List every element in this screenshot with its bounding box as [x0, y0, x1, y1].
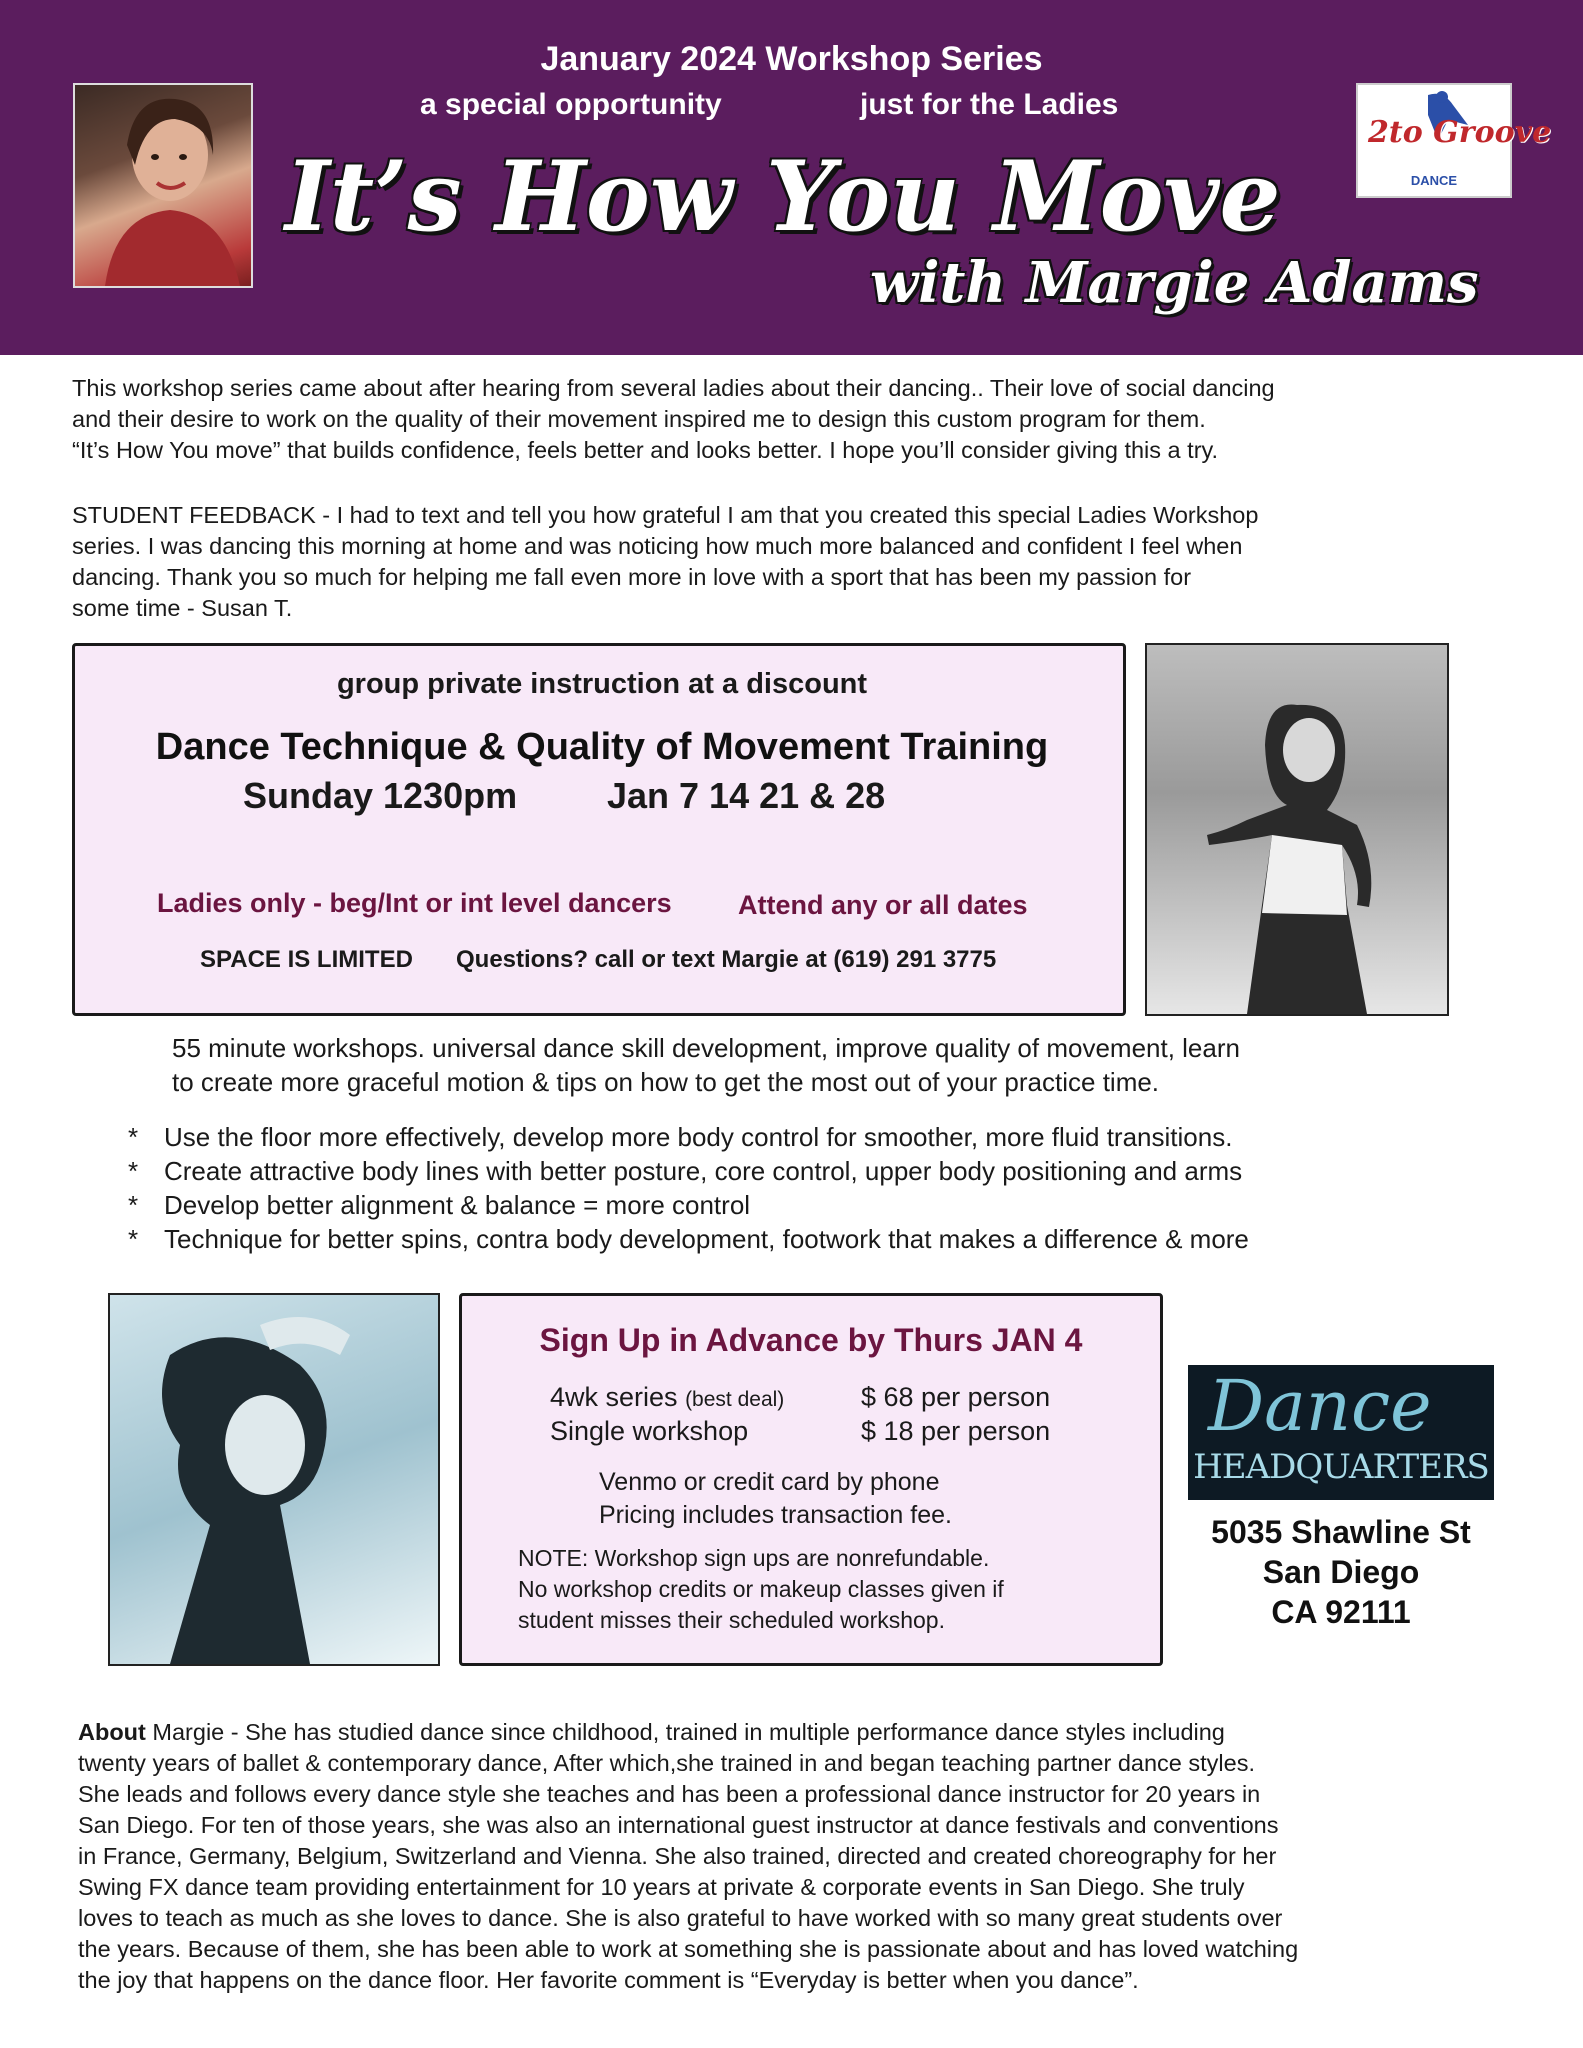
about-line: the joy that happens on the dance floor. Her favorite comment is “Everyday is better when you dance”.	[78, 1967, 1139, 1993]
series-label: 4wk series	[550, 1382, 678, 1412]
class-info-box	[72, 643, 1126, 1016]
signup-box	[459, 1293, 1163, 1666]
venue-logo-caps: HEADQUARTERS	[1193, 1447, 1489, 1487]
series-heading: January 2024 Workshop Series	[540, 40, 1043, 78]
instructor-portrait-photo	[73, 83, 253, 288]
list-item	[128, 1222, 1548, 1256]
about-line: loves to teach as much as she loves to dance. She is also grateful to have worked with so many great students over	[78, 1905, 1283, 1931]
feedback-line: some time - Susan T.	[72, 595, 293, 621]
about-first-line	[78, 1717, 1538, 1748]
list-item	[128, 1188, 1548, 1222]
summary-line: 55 minute workshops. universal dance skill development, improve quality of movement, learn	[172, 1033, 1240, 1063]
page-subtitle: with Margie Adams	[870, 250, 1479, 316]
class-kicker: group private instruction at a discount	[336, 668, 868, 700]
contact-line: Questions? call or text Margie at (619) 291 3775	[456, 946, 997, 973]
dancer-photo-1	[1145, 643, 1449, 1016]
venue-logo-script: Dance	[1208, 1365, 1432, 1447]
note-line: student misses their scheduled workshop.	[518, 1607, 945, 1633]
single-price: $ 18 per person	[861, 1416, 1051, 1446]
payment-line: Pricing includes transaction fee.	[599, 1501, 952, 1529]
intro-line: This workshop series came about after hearing from several ladies about their dancing.. Their love of social dancing	[72, 375, 1275, 401]
feedback-line: STUDENT FEEDBACK - I had to text and tell you how grateful I am that you created this special Ladies Workshop	[72, 502, 1259, 528]
class-attend: Attend any or all dates	[738, 890, 1028, 920]
dancer-silhouette-2	[110, 1295, 438, 1664]
list-item	[128, 1154, 1548, 1188]
class-title: Dance Technique & Quality of Movement Training	[155, 726, 1049, 768]
about-line: twenty years of ballet & contemporary dance, After which,she trained in and began teaching partner dance styles.	[78, 1750, 1255, 1776]
list-item	[128, 1120, 1548, 1154]
series-note: (best deal)	[685, 1388, 785, 1411]
bullet-marker: *	[128, 1224, 139, 1254]
space-limited: SPACE IS LIMITED	[200, 946, 413, 973]
series-option	[550, 1382, 784, 1413]
about-lead: About	[78, 1719, 146, 1745]
about-line: Margie - She has studied dance since childhood, trained in multiple performance dance styles including	[145, 1719, 1225, 1745]
refund-note	[518, 1543, 1004, 1636]
class-dates: Jan 7 14 21 & 28	[607, 775, 886, 816]
about-paragraph	[78, 1717, 1538, 1996]
tagline-right: just for the Ladies	[860, 88, 1119, 121]
class-day-time: Sunday 1230pm	[243, 775, 518, 816]
logo-text: 2to Groove	[1368, 115, 1552, 150]
2togroove-logo	[1356, 83, 1552, 198]
portrait-silhouette	[75, 85, 251, 286]
intro-line: and their desire to work on the quality of their movement inspired me to design this custom program for them.	[72, 406, 1206, 432]
workshop-summary	[172, 1031, 1532, 1099]
about-line: the years. Because of them, she has been able to work at something she is passionate about and has loved watching	[78, 1936, 1299, 1962]
note-line: No workshop credits or makeup classes given if	[518, 1576, 1004, 1602]
series-price: $ 68 per person	[861, 1382, 1051, 1412]
dancer-photo-2	[108, 1293, 440, 1666]
payment-line: Venmo or credit card by phone	[599, 1468, 940, 1496]
venue-city: San Diego	[1262, 1554, 1420, 1590]
benefits-list	[128, 1120, 1548, 1256]
bullet-marker: *	[128, 1122, 139, 1152]
bullet-text: Use the floor more effectively, develop more body control for smoother, more fluid transitions.	[164, 1122, 1233, 1152]
feedback-paragraph	[72, 500, 1532, 624]
venue-state-zip: CA 92111	[1271, 1594, 1411, 1630]
feedback-line: series. I was dancing this morning at home and was noticing how much more balanced and confident I feel when	[72, 533, 1243, 559]
venue-address	[1163, 1512, 1519, 1632]
feedback-line: dancing. Thank you so much for helping me fall even more in love with a sport that has been my passion for	[72, 564, 1192, 590]
note-line: NOTE: Workshop sign ups are nonrefundable.	[518, 1545, 990, 1571]
dance-headquarters-logo	[1188, 1365, 1494, 1500]
bullet-text: Develop better alignment & balance = more control	[164, 1190, 751, 1220]
intro-paragraph	[72, 373, 1532, 466]
single-label: Single workshop	[550, 1416, 749, 1446]
class-audience: Ladies only - beg/Int or int level dancers	[157, 888, 672, 918]
about-line: San Diego. For ten of those years, she was also an international guest instructor at dance festivals and conventions	[78, 1812, 1279, 1838]
venue-street: 5035 Shawline St	[1211, 1514, 1471, 1550]
bullet-text: Create attractive body lines with better posture, core control, upper body positioning and arms	[164, 1156, 1243, 1186]
bullet-marker: *	[128, 1156, 139, 1186]
tagline-left: a special opportunity	[420, 88, 722, 121]
about-line: She leads and follows every dance style she teaches and has been a professional dance instructor for 20 years in	[78, 1781, 1261, 1807]
summary-line: to create more graceful motion & tips on how to get the most out of your practice time.	[172, 1067, 1160, 1097]
bullet-marker: *	[128, 1190, 139, 1220]
bullet-text: Technique for better spins, contra body development, footwork that makes a difference & more	[164, 1224, 1249, 1254]
payment-info	[599, 1466, 952, 1532]
intro-line: “It’s How You move” that builds confidence, feels better and looks better. I hope you’ll consider giving this a try.	[72, 437, 1219, 463]
dancer-silhouette-1	[1147, 645, 1447, 1014]
about-line: in France, Germany, Belgium, Switzerland and Vienna. She also trained, directed and created choreography for her	[78, 1843, 1277, 1869]
signup-title: Sign Up in Advance by Thurs JAN 4	[539, 1322, 1083, 1358]
page-title: It’s How You Move	[285, 140, 1281, 253]
about-line: Swing FX dance team providing entertainment for 10 years at private & corporate events in San Diego. She truly	[78, 1874, 1245, 1900]
logo-subtext: DANCE	[1410, 173, 1458, 188]
